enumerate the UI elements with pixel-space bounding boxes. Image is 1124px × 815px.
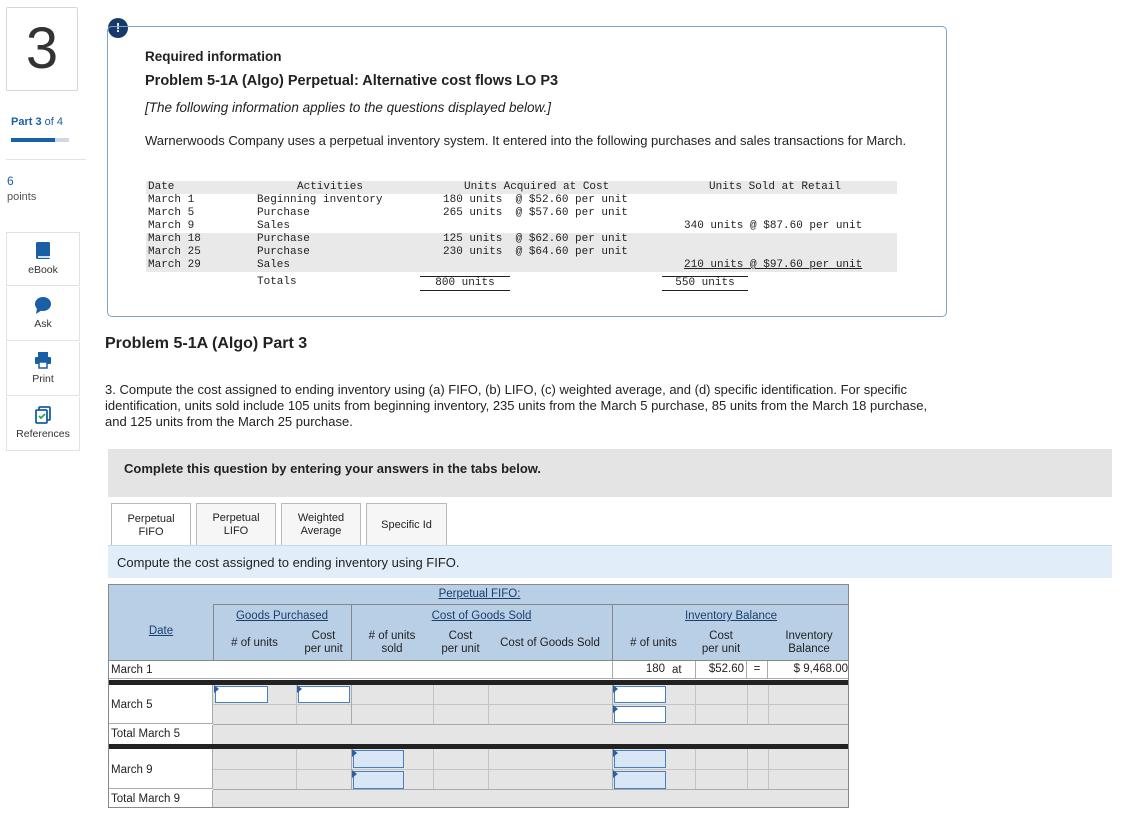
transactions-header-row — [146, 181, 897, 194]
input-marker-icon — [352, 770, 357, 778]
march5-balance-units-input-2[interactable] — [614, 706, 666, 723]
totals-acquired: 800 units — [420, 276, 510, 291]
banner-text: Complete this question by entering your answers in the tabs below. — [124, 461, 542, 476]
row-total-march5-label: Total March 5 — [111, 728, 181, 740]
transaction-row — [146, 259, 897, 272]
col-inventory-balance: Inventory Balance — [785, 630, 833, 655]
tab-weighted-average[interactable] — [281, 503, 361, 546]
ledger-title: Perpetual FIFO: — [438, 588, 521, 600]
row-date: March 9 — [148, 220, 195, 232]
transaction-row — [146, 220, 897, 233]
part-of: of 4 — [44, 116, 64, 128]
march1-units: 180 — [612, 661, 695, 679]
totals-sold: 550 units — [662, 276, 748, 291]
march1-balance: $ 9,468.00 — [793, 663, 848, 675]
book-icon — [34, 241, 52, 261]
row-acquired: 180 units @ $52.60 per unit — [443, 194, 628, 206]
left-rail — [0, 0, 88, 815]
row-date: March 1 — [148, 194, 195, 206]
print-label: Print — [32, 373, 54, 385]
references-label: References — [16, 428, 70, 440]
document-copy-icon — [33, 405, 53, 425]
part-indicator — [11, 116, 63, 128]
part3-title: Problem 5-1A (Algo) Part 3 — [105, 335, 308, 352]
row-date: March 5 — [148, 207, 195, 219]
tab-line2: FIFO — [138, 525, 164, 538]
points-value: 6 — [7, 174, 14, 188]
tab-line1: Specific Id — [381, 518, 432, 531]
col-cost-of-goods-sold: Cost of Goods Sold — [500, 637, 600, 649]
transaction-row — [146, 233, 897, 246]
cost-of-goods-sold-header: Cost of Goods Sold — [431, 610, 532, 622]
input-marker-icon — [613, 770, 618, 778]
transaction-row — [146, 207, 897, 220]
part-progress-remaining — [55, 138, 69, 142]
input-marker-icon — [613, 705, 618, 713]
header-units-sold: Units Sold at Retail — [709, 181, 842, 193]
row-march9-label: March 9 — [111, 764, 153, 776]
header-date: Date — [148, 181, 175, 193]
tab-line2: Average — [300, 525, 342, 537]
march9-units-sold-input-2[interactable] — [353, 771, 404, 789]
row-date: March 29 — [148, 259, 201, 271]
references-button[interactable] — [6, 397, 80, 451]
required-info-heading: Required information — [145, 49, 282, 64]
row-activity: Purchase — [257, 233, 310, 245]
row-acquired: 125 units @ $62.60 per unit — [443, 233, 628, 245]
tab-line1: Perpetual — [127, 512, 175, 525]
march5-units-input[interactable] — [215, 686, 268, 703]
input-marker-icon — [297, 685, 302, 693]
march9-balance-units-input-2[interactable] — [614, 771, 666, 789]
input-marker-icon — [352, 749, 357, 757]
col-units-sold: # of units sold — [368, 630, 416, 655]
input-marker-icon — [613, 685, 618, 693]
part-progress-bar — [11, 138, 55, 142]
problem-title: Problem 5-1A (Algo) Perpetual: Alternative cost flows LO P3 — [145, 73, 559, 89]
march1-equals: = — [747, 661, 768, 679]
march5-cost-input[interactable] — [298, 686, 350, 703]
problem-note: [The following information applies to the questions displayed below.] — [145, 100, 551, 115]
required-information-box — [107, 26, 947, 317]
inventory-balance-header: Inventory Balance — [684, 610, 778, 622]
tab-line2: LIFO — [223, 525, 249, 537]
tab-specific-id[interactable] — [366, 503, 447, 546]
ask-label: Ask — [34, 318, 52, 330]
tab-instruction-bar — [108, 545, 1112, 578]
part3-question: 3. Compute the cost assigned to ending inventory using (a) FIFO, (b) LIFO, (c) weighted average, and (d) specific identification. For specific identification, units sold include 105 units from beginning inventory, 235 units from the March 5 purchase, 85 units from the March 18 purchase, and 125 units from the March 25 purchase. — [105, 382, 928, 429]
row-date: March 25 — [148, 246, 201, 258]
tab-perpetual-lifo[interactable] — [196, 503, 276, 546]
goods-purchased-header: Goods Purchased — [235, 610, 329, 622]
march1-cost: $52.60 — [695, 661, 747, 679]
row-march5-label: March 5 — [111, 699, 153, 711]
row-activity: Sales — [257, 220, 291, 232]
row-date: March 18 — [148, 233, 201, 245]
march1-at: at — [672, 664, 682, 676]
row-march1-label: March 1 — [111, 664, 153, 676]
transaction-row — [146, 246, 897, 259]
ebook-label: eBook — [28, 264, 58, 276]
tab-perpetual-fifo[interactable] — [111, 503, 191, 547]
totals-label: Totals — [257, 276, 297, 288]
row-acquired: 230 units @ $64.60 per unit — [443, 246, 628, 258]
rail-divider — [6, 159, 86, 160]
row-total-march9-label: Total March 9 — [111, 793, 181, 805]
printer-icon — [33, 350, 53, 370]
ebook-button[interactable] — [6, 232, 80, 286]
row-activity: Sales — [257, 259, 291, 271]
problem-intro: Warnerwoods Company uses a perpetual inventory system. It entered into the following purchases and sales transactions for March. — [145, 133, 907, 148]
question-number: 3 — [6, 7, 78, 91]
total-march5-grey-area — [213, 725, 849, 745]
perpetual-fifo-ledger — [108, 584, 849, 808]
print-button[interactable] — [6, 342, 80, 396]
input-marker-icon — [214, 685, 219, 693]
input-marker-icon — [613, 749, 618, 757]
transaction-row — [146, 194, 897, 207]
row-activity: Purchase — [257, 246, 310, 258]
col-units-purchased: # of units — [231, 637, 278, 649]
header-units-acquired: Units Acquired at Cost — [464, 181, 610, 193]
header-activities: Activities — [297, 181, 364, 193]
march9-units-sold-input-1[interactable] — [353, 750, 404, 768]
col-units-balance: # of units — [630, 637, 677, 649]
march9-balance-units-input-1[interactable] — [614, 750, 666, 768]
instructions-banner — [108, 449, 1112, 497]
tab-line1: Perpetual — [212, 512, 260, 524]
row-acquired: 265 units @ $57.60 per unit — [443, 207, 628, 219]
row-sold: 340 units @ $87.60 per unit — [684, 220, 863, 232]
total-march9-grey-area — [213, 790, 849, 808]
row-activity: Beginning inventory — [257, 194, 383, 206]
col-cost-per-unit-sold: Cost per unit — [441, 630, 480, 655]
row-activity: Purchase — [257, 207, 310, 219]
chat-bubble-icon — [33, 295, 53, 315]
tab-instruction: Compute the cost assigned to ending inventory using FIFO. — [117, 555, 460, 570]
tab-line1: Weighted — [297, 512, 345, 524]
alert-badge-icon: ! — [108, 18, 128, 38]
date-column-header: Date — [148, 625, 174, 637]
totals-row — [146, 276, 897, 289]
points-label: points — [7, 191, 37, 203]
ask-button[interactable] — [6, 287, 80, 341]
transactions-table — [146, 181, 897, 289]
row-sold: 210 units @ $97.60 per unit — [684, 259, 863, 271]
part-label: Part 3 — [11, 116, 42, 128]
march5-balance-units-input-1[interactable] — [614, 686, 666, 703]
col-cost-per-unit-balance: Cost per unit — [701, 630, 741, 655]
col-cost-per-unit-purchased: Cost per unit — [304, 630, 343, 655]
